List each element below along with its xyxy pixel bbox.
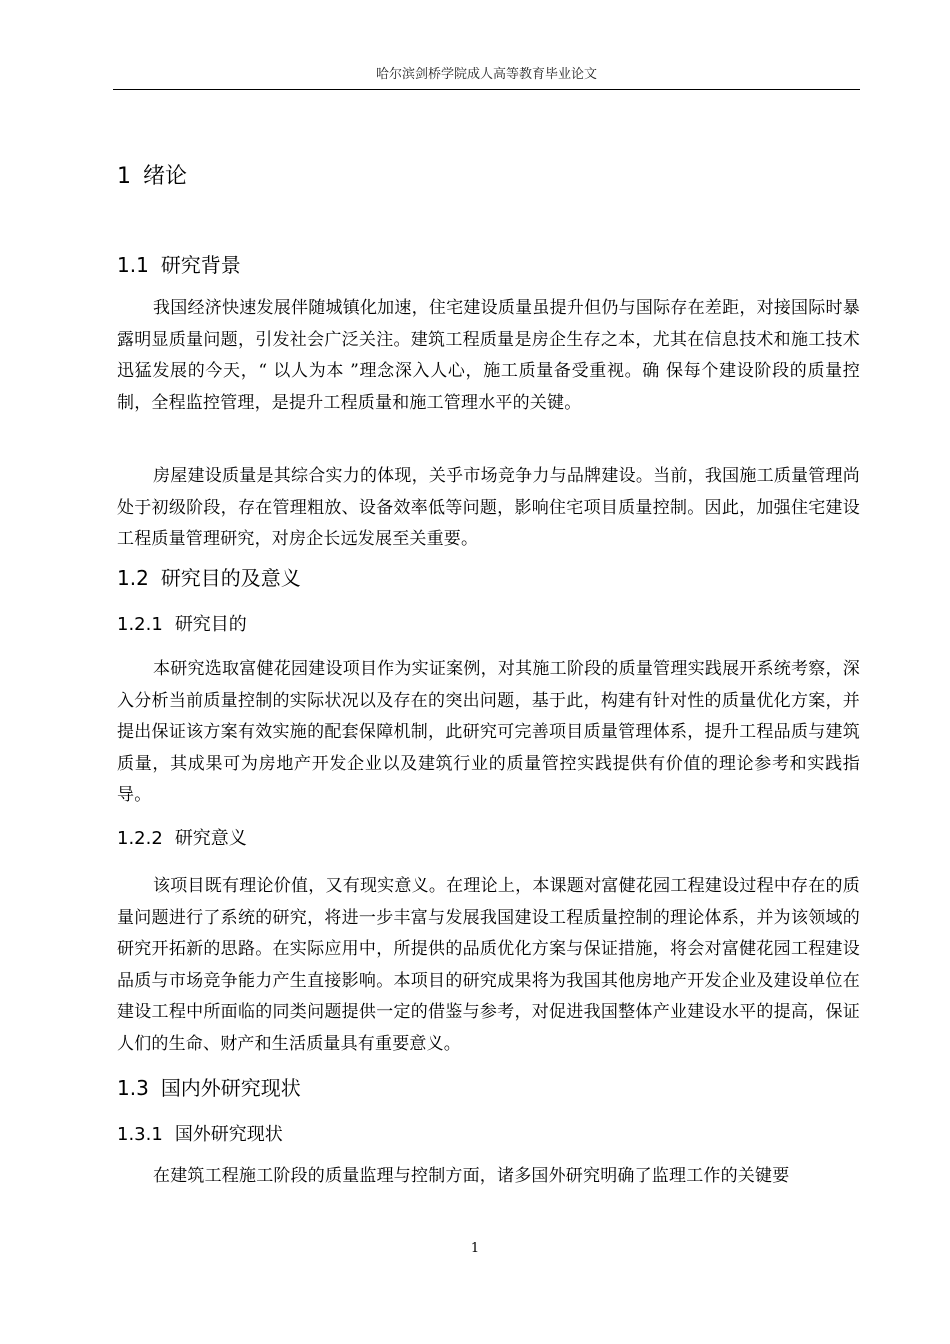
- subsection-title: 国外研究现状: [174, 1124, 283, 1145]
- subsection-number: 1.2.1: [117, 614, 163, 635]
- chapter-number: 1: [117, 164, 131, 189]
- subsection-number: 1.2.2: [117, 828, 163, 849]
- subsection-heading-1-2-2: [117, 826, 247, 852]
- header-rule: [113, 89, 860, 90]
- section-heading-1-3: [117, 1074, 301, 1102]
- page-number: 1: [470, 1241, 480, 1256]
- paragraph-significance: 该项目既有理论价值，又有现实意义。在理论上，本课题对富健花园工程建设过程中存在的质量问题进行了系统的研究，将进一步丰富与发展我国建设工程质量控制的理论体系，并为该领域的研究开拓新的思路。在实际应用中，所提供的品质优化方案与保证措施，将会对富健花园工程建设品质与市场竞争能力产生直接影响。本项目的研究成果将为我国其他房地产开发企业及建设单位在建设工程中所面临的同类问题提供一定的借鉴与参考，对促进我国整体产业建设水平的提高，保证人们的生命、财产和生活质量具有重要意义。: [117, 876, 860, 1054]
- subsection-heading-1-3-1: [117, 1122, 283, 1148]
- section-title: 国内外研究现状: [160, 1076, 301, 1100]
- chapter-title: 绪论: [143, 164, 188, 189]
- paragraph-foreign-research: 在建筑工程施工阶段的质量监理与控制方面，诸多国外研究明确了监理工作的关键要: [153, 1166, 790, 1186]
- subsection-title: 研究目的: [174, 614, 247, 635]
- section-number: 1.2: [117, 566, 149, 590]
- subsection-heading-1-2-1: [117, 612, 247, 638]
- section-title: 研究背景: [160, 253, 241, 277]
- section-heading-1-2: [117, 564, 301, 592]
- chapter-heading: [117, 162, 187, 192]
- section-number: 1.3: [117, 1076, 149, 1100]
- paragraph-background-1: 我国经济快速发展伴随城镇化加速，住宅建设质量虽提升但仍与国际存在差距，对接国际时暴露明显质量问题，引发社会广泛关注。建筑工程质量是房企生存之本，尤其在信息技术和施工技术迅猛发展的今天，“ 以人为本 ”理念深入人心，施工质量备受重视。确 保每个建设阶段的质量控制，全程监控管理，是提升工程质量和施工管理水平的关键。: [117, 298, 860, 413]
- section-title: 研究目的及意义: [160, 566, 301, 590]
- section-heading-1-1: [117, 251, 241, 279]
- subsection-title: 研究意义: [174, 828, 247, 849]
- running-header: 哈尔滨剑桥学院成人高等教育毕业论文: [375, 67, 597, 82]
- subsection-number: 1.3.1: [117, 1124, 163, 1145]
- paragraph-purpose: 本研究选取富健花园建设项目作为实证案例，对其施工阶段的质量管理实践展开系统考察，深入分析当前质量控制的实际状况以及存在的突出问题，基于此，构建有针对性的质量优化方案，并提出保证该方案有效实施的配套保障机制，此研究可完善项目质量管理体系，提升工程品质与建筑质量，其成果可为房地产开发企业以及建筑行业的质量管控实践提供有价值的理论参考和实践指导。: [117, 659, 860, 805]
- paragraph-background-2: 房屋建设质量是其综合实力的体现，关乎市场竞争力与品牌建设。当前，我国施工质量管理尚处于初级阶段，存在管理粗放、设备效率低等问题，影响住宅项目质量控制。因此，加强住宅建设工程质量管理研究，对房企长远发展至关重要。: [117, 466, 860, 549]
- section-number: 1.1: [117, 253, 149, 277]
